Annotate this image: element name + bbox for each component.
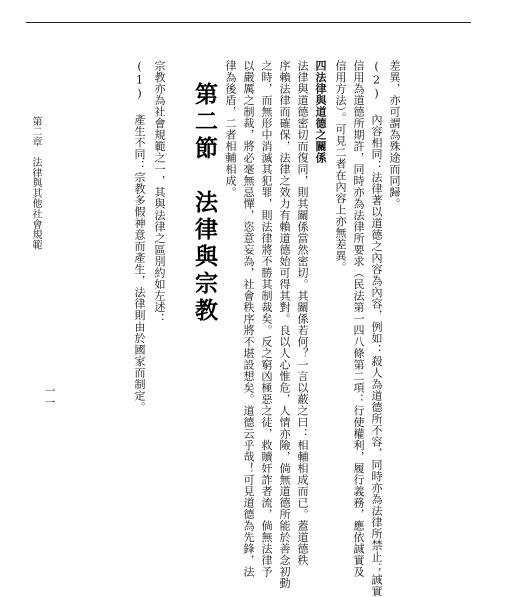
page-number: 一一 <box>43 385 56 408</box>
text-column-10: 律為後盾，二者相輔相成。 <box>224 60 237 198</box>
text-column-6: 法律與道德密切而復同，則其關係當然密切。其關係若何？一言以蔽之曰：相輔相成而已。蓋道德秩 <box>296 60 309 566</box>
text-column-11: 宗教亦為社會規範之一，其與法律之區別約如左述： <box>153 60 166 325</box>
section-title: 第二節 法律與宗教 <box>191 82 217 325</box>
text-column-3: 信用為道德所期許，同時亦為法律所要求（民法第一四八條第二項：行使權利，履行義務，應依誠實及 <box>352 60 365 578</box>
text-column-9: 以嚴厲之制裁，將必毫無忌憚，恣意妄為，社會秩序將不堪設想矣。道德云乎哉！可見道德為先鋒，法 <box>242 60 255 578</box>
text-column-4: 信用方法）。可見二者在內容上亦無差異。 <box>334 60 347 273</box>
running-head: 第二章 法律與其他社會規範 <box>30 116 41 250</box>
text-column-2: (2) 內容相同：法律著以道德之內容為內容，例如：殺人為道德所不容，同時亦為法律所禁止；誠實 <box>370 60 383 597</box>
text-column-1: 差異，亦可謂為殊途而同歸。 <box>388 60 401 210</box>
text-column-12: (1) 產生不同：宗教多假神意而產生，法律則由於國家而制定。 <box>133 60 146 413</box>
text-column-8: 之時，而無形中消滅其犯罪，則法律將不勝其制裁矣。反之窮凶極惡之徒，救贖奸詐者流，倘無法律予 <box>260 60 273 578</box>
subheading-law-morality: 四法律與道德之關係 <box>314 60 327 164</box>
text-column-7: 序賴法律而確保，法律之效力有賴道德始可得其對。良以人心惟危，人情亦險，倘無道德所能於善念初動 <box>278 60 291 589</box>
top-rule <box>26 22 471 23</box>
